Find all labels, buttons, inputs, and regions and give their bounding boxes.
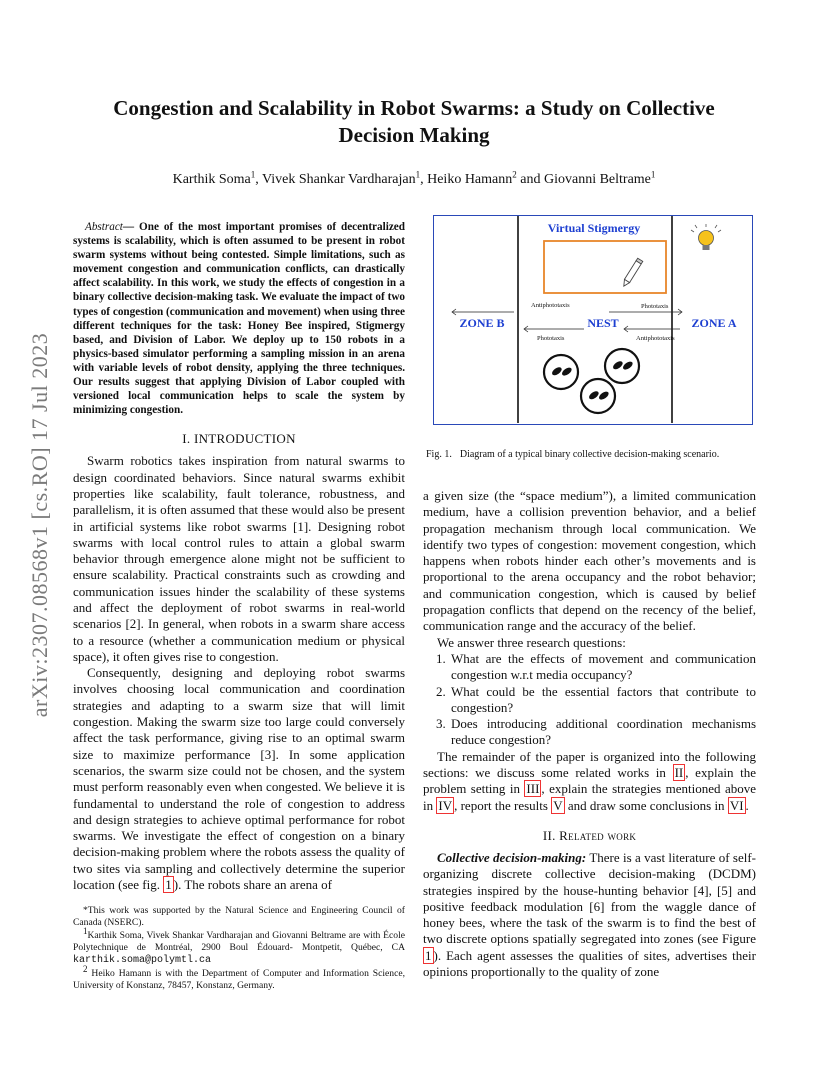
figure-diagram	[433, 215, 753, 425]
list-item: 2. What could be the essential factors that contribute to congestion?	[449, 684, 756, 717]
robot-icon	[581, 379, 615, 413]
figure-caption: Fig. 1. Diagram of a typical binary collective decision-making scenario.	[426, 449, 720, 460]
diagram-svg	[434, 216, 751, 423]
arxiv-identifier-text: arXiv:2307.08568v1 [cs.RO] 17 Jul 2023	[27, 332, 52, 718]
author: Giovanni Beltrame$^1$	[543, 169, 656, 187]
email-link[interactable]: karthik.soma@polymtl.ca	[73, 955, 212, 966]
figure-ref-link[interactable]: 1	[425, 947, 432, 963]
right-paragraph-1: a given size (the “space medium”), a limited communication medium, have a collision prevention behavior, and a belief propagation mechanism through local communication. We identify two types of congestion: movement congestion, which happens when robots hinder each other’s movements and is proportional to the arena occupancy and the robot behavior; and communication congestion, which is caused by belief propagation conflicts that depend on the recency of the belief, communication range and the accuracy of the belief.	[423, 488, 756, 634]
light-bulb-icon	[691, 224, 721, 250]
right-column	[423, 215, 756, 980]
abstract: Abstract— One of the most important promises of decentralized systems is scalability, which is often assumed to be present in robot swarm systems without being contested. Simple limitations, such as movement congestion and communication conflicts, can drastically affect scalability. In this work, we study the effects of congestion in a binary collective decision-making task. We evaluate the impact of two types of congestion (communication and movement) when using three different techniques for the task: Honey Bee inspired, Stigmergy based, and Division of Labor. We deploy up to 150 robots in a physics-based simulator performing a sampling mission in an arena with variable levels of robot density, applying the three techniques. Our results suggest that applying Division of Labor coupled with versioned local communication helps to scale the system by minimizing congestion.	[73, 221, 405, 417]
author: Karthik Soma$^1$,	[172, 169, 262, 187]
robot-icon	[605, 349, 639, 383]
related-paragraph-1: Collective decision-making: There is a vast literature of self-organizing discrete collective decision-making (DCDM) strategies inspired by the house-hunting behavior [4], [5] and positive feedback modulation [6] from the waggle dance of honey bees, where the task of the swarm is to find the best of two discrete options spatially segregated into zones (see Figure 1 ). Each agent assesses the qualities of sites, advertises their opinions proportionally to the quality of zone	[423, 849, 756, 980]
section-ref-link[interactable]: VI	[729, 797, 744, 813]
arrow-label: Antiphototaxis	[636, 335, 675, 342]
left-column	[73, 220, 405, 893]
author: Heiko Hamann$^2$ and	[427, 169, 544, 187]
list-item: 1. What are the effects of movement and communication congestion w.r.t media occupancy?	[449, 651, 756, 684]
author: Vivek Shankar Vardharajan$^1$,	[261, 169, 428, 187]
figure-ref-link[interactable]: 1	[165, 877, 172, 893]
footnote-funding: *This work was supported by the Natural Science and Engineering Council of Canada (NSERC).	[73, 905, 405, 928]
intro-paragraph-2: Consequently, designing and deploying robot swarms involves choosing local communication and coordination strategies and adapting to a swarm size that will limit congestion. Making the swarm size too large could conversely affect the task performance, giving rise to an optimal swarm size to maximize performance [3]. In some application scenarios, the swarm size could not be chosen, and the system must perform reasonably even when congested. We believe it is fundamental to understand the role of congestion to address and design strategies to achieve optimal performance for robot swarms. We investigate the effect of congestion on a binary decision-making problem where the robots assess the quality of two sites via sampling and collectively determine the superior location (see fig. 1 ). The robots share an arena of	[73, 665, 405, 893]
section-ref-link[interactable]: II	[674, 765, 684, 781]
abstract-label: Abstract	[85, 221, 123, 233]
list-item: 3. Does introducing additional coordination mechanisms reduce congestion?	[449, 716, 756, 749]
section-heading-introduction: I. INTRODUCTION	[182, 431, 296, 447]
footnotes	[73, 905, 405, 993]
arrow-label: Phototaxis	[641, 303, 669, 310]
arrow-label: Phototaxis	[537, 335, 565, 342]
footnote-affiliation-1: $^1$Karthik Soma, Vivek Shankar Vardharajan and Giovanni Beltrame are with École Polytechnique de Montréal, 2900 Boul Édouard- Montpetit, Québec, CA karthik.soma@polymtl.ca	[73, 925, 405, 966]
section-ref-link[interactable]: III	[526, 781, 540, 797]
zone-a-label: ZONE A	[691, 316, 737, 330]
figure-label: Fig. 1.	[426, 449, 452, 460]
section-ref-link[interactable]: V	[553, 797, 563, 813]
right-paragraph-2: We answer three research questions:	[437, 634, 626, 650]
right-paragraph-3: The remainder of the paper is organized into the following sections: we discuss some related works in II , explain the problem setting in III , explain the strategies mentioned above in IV , report the results V and draw some conclusions in VI .	[423, 748, 756, 813]
stigmergy-box	[544, 241, 666, 293]
research-questions	[423, 651, 756, 749]
footnote-affiliation-2: $^2$ Heiko Hamann is with the Department of Computer and Information Science, University of Konstanz, 78457, Konstanz, Germany.	[73, 963, 405, 991]
zone-b-label: ZONE B	[459, 316, 505, 330]
nest-label: NEST	[587, 316, 619, 330]
arxiv-identifier	[20, 290, 60, 760]
diagram-title: Virtual Stigmergy	[547, 221, 641, 235]
pencil-icon	[621, 258, 643, 287]
arrow-label: Antiphototaxis	[531, 302, 570, 309]
section-heading-related-work: II. Related work	[542, 827, 637, 843]
section-ref-link[interactable]: IV	[438, 797, 453, 813]
subsection-heading: Collective decision-making:	[437, 849, 587, 865]
author-list	[70, 170, 758, 190]
paper-title: Congestion and Scalability in Robot Swarms: a Study on Collective Decision Making	[113, 96, 715, 147]
intro-paragraph-1: Swarm robotics takes inspiration from natural swarms to design coordinated behaviors. Since natural swarms exhibit properties like scalability, fault tolerance, robustness, and parallelism, it is often assumed that these would also be present in artificial systems like robot swarms [1]. Designing robot swarms with local control rules to attain a global swarm behavior through emergence alone might not be sufficient to ensure scalability. Practical constraints such as crowding and communication issues hinder the scalability of these systems and affect the deployment of robot swarms in real-world scenarios [2]. In general, when robots in a swarm share access to a resource (whether a communication medium or physical space), it often gives rise to congestion.	[73, 453, 405, 664]
robot-icon	[544, 355, 578, 389]
